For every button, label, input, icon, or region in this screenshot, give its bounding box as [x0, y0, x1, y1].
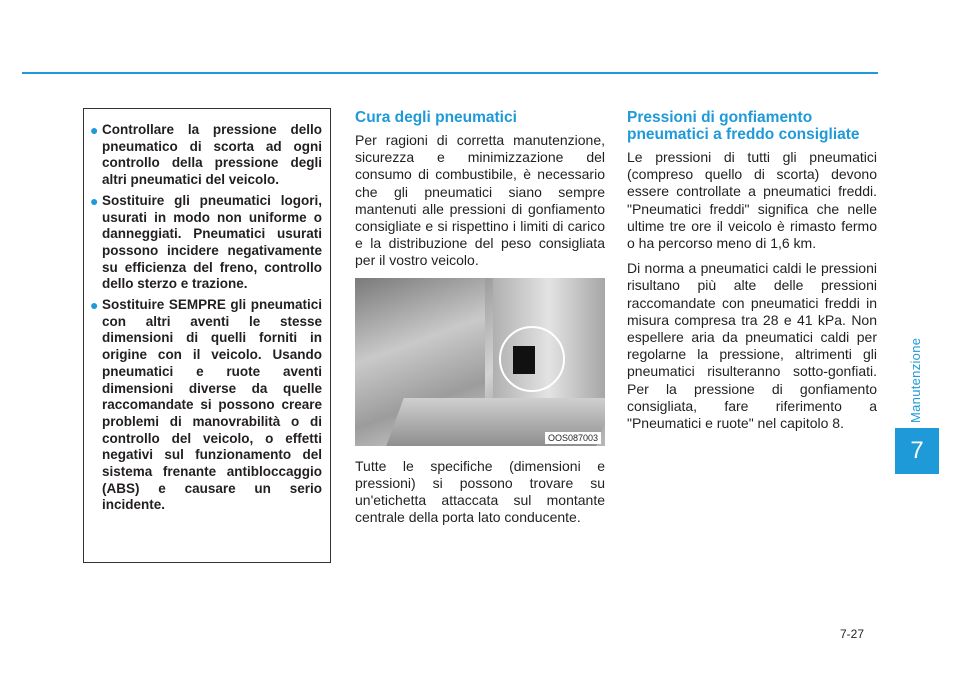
column-tire-care — [355, 109, 605, 534]
bullet-icon: ● — [90, 122, 99, 138]
header-rule — [22, 72, 878, 74]
chapter-tab: 7 — [895, 428, 939, 474]
warning-item: ● Sostituire gli pneumatici logori, usurati in modo non uniforme o danneggiati. Pneumatici usurati possono incidere negativamente su efficienza del freno, controllo dello sterzo e trazione. — [90, 192, 322, 292]
warning-box — [83, 108, 331, 563]
paragraph: Di norma a pneumatici caldi le pressioni risultano più alte delle pressioni raccomandate con pneumatici freddi in misura compresa tra 28 e 41 kPa. Non espellere aria da pneumatici caldi per regolarne la pressione, altrimenti gli pneumatici risulteranno sotto-gonfiati. Per la pressione di gonfiamento consigliata, fare riferimento a "Pneumatici e ruote" nel capitolo 8. — [627, 260, 877, 432]
warning-list — [90, 122, 322, 514]
paragraph: Tutte le specifiche (dimensioni e pressioni) si possono trovare su un'etichetta attaccata sul montante centrale della porta lato conducente. — [355, 457, 605, 526]
paragraph: Per ragioni di corretta manutenzione, sicurezza e minimizzazione del consumo di combustibile, è necessario che gli pneumatici siano sempre mantenuti alle pressioni di gonfiamento consigliate e si rispettino i limiti di carico e la distribuzione del peso consigliata per il vostro veicolo. — [355, 132, 605, 269]
warning-item: ● Controllare la pressione dello pneumatico di scorta ad ogni controllo della pressione degli altri pneumatici del veicolo. — [90, 122, 322, 188]
chapter-title: Manutenzione — [908, 337, 923, 423]
bullet-icon: ● — [90, 192, 99, 209]
page-number: 7-27 — [840, 627, 865, 641]
bullet-icon: ● — [90, 297, 99, 314]
section-heading: Cura degli pneumatici — [355, 109, 517, 126]
warning-item: ● Sostituire SEMPRE gli pneumatici con altri aventi le stesse dimensioni di quelli forniti in origine con il veicolo. Usando pneumatici e ruote aventi dimensioni diverse da quelle raccomandate si possono creare problemi di manovrabilità o di controllo del veicolo, o effetti negativi sul funzionamento del sistema frenante antibloccaggio (ABS) e causare un serio incidente. — [90, 297, 322, 513]
column-cold-pressure — [627, 109, 877, 440]
section-heading: Pressioni di gonfiamento pneumatici a freddo consigliate — [627, 109, 860, 143]
paragraph: Le pressioni di tutti gli pneumatici (compreso quello di scorta) devono essere controllate a pneumatici freddi. "Pneumatici freddi" significa che nelle ultime tre ore il veicolo è rimasto fermo o ha percorso meno di 1,6 km. — [627, 149, 877, 252]
tire-label-sticker — [513, 346, 535, 374]
door-pillar-illustration — [355, 278, 605, 446]
figure-caption: OOS087003 — [545, 432, 601, 444]
